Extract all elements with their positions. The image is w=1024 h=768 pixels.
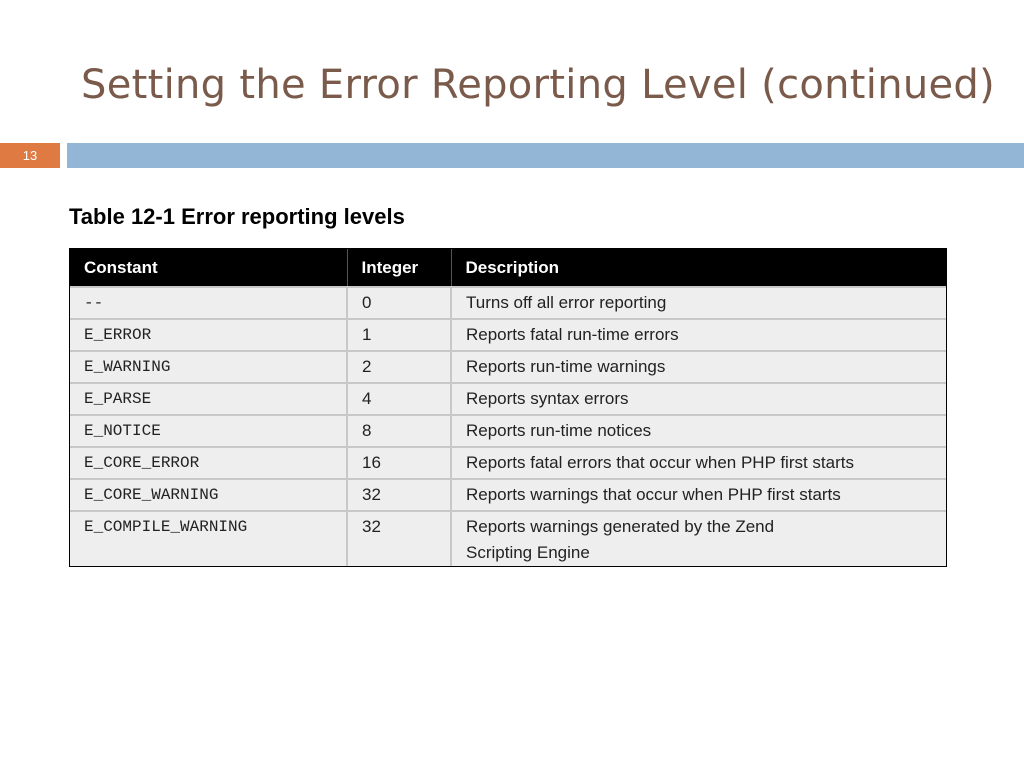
description-cell: Reports warnings that occur when PHP first starts [451, 479, 946, 511]
table-caption: Table 12-1 Error reporting levels [69, 204, 405, 229]
description-cell: Reports syntax errors [451, 383, 946, 415]
error-levels-table-container [69, 248, 947, 567]
constant-cell: E_PARSE [70, 383, 347, 415]
description-cell: Turns off all error reporting [451, 287, 946, 319]
table-row [70, 479, 946, 511]
description-cell: Reports run-time notices [451, 415, 946, 447]
column-header-constant: Constant [70, 249, 347, 287]
constant-cell: E_NOTICE [70, 415, 347, 447]
description-cell: Reports warnings generated by the Zend Scripting Engine [451, 511, 946, 566]
table-header-row [70, 249, 946, 287]
table-row [70, 415, 946, 447]
table-row [70, 383, 946, 415]
integer-cell: 1 [347, 319, 451, 351]
description-cell: Reports run-time warnings [451, 351, 946, 383]
integer-cell: 32 [347, 511, 451, 566]
column-header-integer: Integer [347, 249, 451, 287]
integer-cell: 4 [347, 383, 451, 415]
table-row [70, 447, 946, 479]
constant-cell: E_CORE_WARNING [70, 479, 347, 511]
integer-cell: 8 [347, 415, 451, 447]
integer-cell: 0 [347, 287, 451, 319]
integer-cell: 16 [347, 447, 451, 479]
constant-cell: E_COMPILE_WARNING [70, 511, 347, 566]
table-row [70, 511, 946, 566]
description-cell: Reports fatal run-time errors [451, 319, 946, 351]
title-divider-bar [67, 143, 1024, 168]
error-levels-table [70, 249, 946, 566]
page-title: Setting the Error Reporting Level (continued) [81, 62, 996, 108]
page-number-badge: 13 [0, 143, 60, 168]
description-cell: Reports fatal errors that occur when PHP first starts [451, 447, 946, 479]
integer-cell: 32 [347, 479, 451, 511]
constant-cell: E_CORE_ERROR [70, 447, 347, 479]
table-row [70, 287, 946, 319]
column-header-description: Description [451, 249, 946, 287]
constant-cell: E_ERROR [70, 319, 347, 351]
constant-cell: -- [70, 287, 347, 319]
table-row [70, 319, 946, 351]
constant-cell: E_WARNING [70, 351, 347, 383]
integer-cell: 2 [347, 351, 451, 383]
table-row [70, 351, 946, 383]
